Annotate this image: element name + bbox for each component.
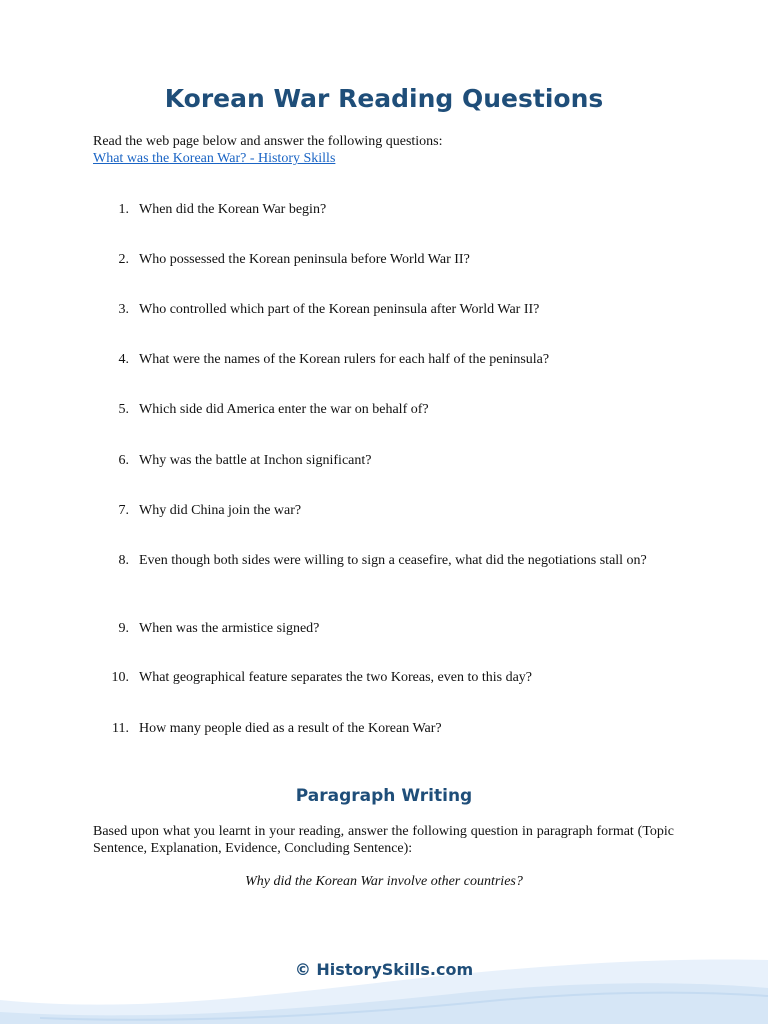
source-link[interactable]: What was the Korean War? - History Skills [93,151,336,166]
question-number: 1. [118,202,129,217]
question-number: 3. [118,302,129,317]
section-heading-paragraph-writing: Paragraph Writing [295,786,473,806]
question-number: 8. [118,553,129,568]
question-number: 4. [118,352,129,367]
question-number: 2. [118,252,129,267]
question-text: Why did China join the war? [139,503,302,518]
essay-prompt: Why did the Korean War involve other countries? [245,874,523,889]
question-number: 7. [118,503,129,518]
intro-block [93,133,443,167]
question-text: Why was the battle at Inchon significant? [139,453,372,468]
question-text: Even though both sides were willing to sign a ceasefire, what did the negotiations stall on? [139,553,647,568]
question-text: Who controlled which part of the Korean peninsula after World War II? [139,302,540,317]
intro-instruction: Read the web page below and answer the following questions: [93,134,443,149]
question-text: What were the names of the Korean rulers for each half of the peninsula? [139,352,550,367]
page-title: Korean War Reading Questions [164,84,604,113]
footer-copyright: © HistorySkills.com [294,960,474,979]
question-text: When did the Korean War begin? [139,202,327,217]
question-text: When was the armistice signed? [139,621,320,636]
question-number: 11. [112,721,129,736]
question-text: What geographical feature separates the two Koreas, even to this day? [139,670,532,685]
question-number: 10. [111,670,129,685]
paragraph-instruction: Based upon what you learnt in your reading, answer the following question in paragraph format (Topic Sentence, Explanation, Evidence, Concluding Sentence): [93,824,674,856]
question-text: How many people died as a result of the Korean War? [139,721,442,736]
question-text: Which side did America enter the war on behalf of? [139,402,429,417]
question-number: 9. [118,621,129,636]
question-number: 5. [118,402,129,417]
question-text: Who possessed the Korean peninsula before World War II? [139,252,470,267]
question-number: 6. [118,453,129,468]
